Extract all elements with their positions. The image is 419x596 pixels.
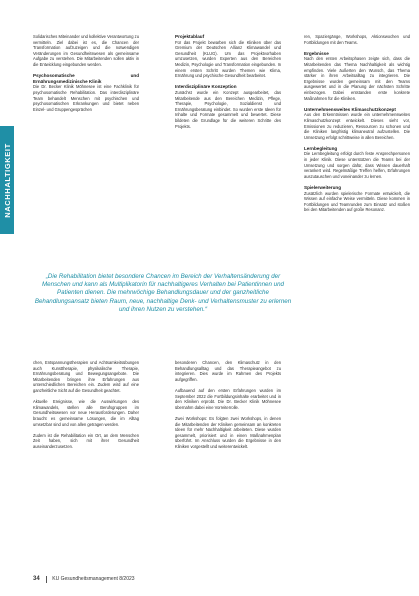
subheading: Ergebnisse xyxy=(304,50,329,56)
section-tab xyxy=(0,126,14,234)
column-1-bottom xyxy=(33,360,139,566)
column-2-top xyxy=(175,34,281,260)
page-number: 34 xyxy=(33,576,40,582)
paragraph: Die Dr. Becker Klinik Möhnesee ist eine Fachklinik für psychosomatische Rehabilitation. Das interdisziplinäre Team behandelt Menschen mit psychischen und psychosomatischen Erkrankungen und bietet neben Einzel- und Gruppengesprächen xyxy=(33,84,139,112)
publication-name: KU Gesundheitsmanagement 8/2023 xyxy=(52,576,135,582)
subheading: Unternehmensweites Klimaschutzkonzept xyxy=(304,106,396,112)
column-1-top xyxy=(33,34,139,260)
paragraph: Zudem ist die Rehabilitation ein Ort, an dem Menschen Zeit haben, sich mit ihrer Gesundheit auseinanderzusetzen. xyxy=(33,432,139,449)
paragraph: Aktuelle Ereignisse, wie die Auswirkungen des Klimawandels, stellen alle Berufsgruppen im Gesundheitswesen vor neue Herausforderungen. Daher braucht es gemeinsame Lösungen, die im Alltag umsetzbar sind und von allen getragen werden. xyxy=(33,399,139,427)
subheading: Psychosomatische und Ernährungsmedizinische Klinik xyxy=(33,73,139,84)
paragraph: Für das Projekt bewarben sich die Kliniken über das Gremium der Deutschen Allianz Klimawandel und Gesundheit (KLUG). Um das Projektvorhaben umzusetzen, wurden Experten aus den Bereichen Medizin, Psychologie und Transformation eingebunden. In einem ersten Schritt wurden Themen wie Klima, Ernährung und psychische Gesundheit bearbeitet. xyxy=(175,39,281,79)
column-3 xyxy=(304,34,410,564)
subheading: Interdisziplinäre Konzeption xyxy=(175,84,237,90)
paragraph: Zunächst wurde ein Konzept ausgearbeitet, das Mitarbeitende aus den Bereichen Medizin, Pflege, Therapie, Psychologie, Sozialdienst und Ernährungsberatung einbindet. So wurden erste Ideen für Inhalte und Formate gesammelt und bewertet. Diese bildeten die Grundlage für die weiteren Schritte des Projekts. xyxy=(175,89,281,129)
subheading: Spielerweiterung xyxy=(304,185,342,191)
page-footer xyxy=(33,574,303,584)
paragraph: chen, Entspannungstherapien und Achtsamkeitsübungen auch Kunsttherapie, physikalische Therapie, Ernährungsberatung und Bewegungsangebote. Die Mitarbeitenden bringen ihre Erfahrungen aus unterschiedlichen Bereichen ein. Zudem wird auf eine ganzheitliche Sicht auf die Gesundheit geachtet. xyxy=(33,360,139,393)
subheading: Projektablauf xyxy=(175,34,205,39)
section-tab-label: NACHHALTIGKEIT xyxy=(2,142,12,218)
paragraph: ren, Spaziergänge, Workshops, Aktionswochen und Fortbildungen mit den Teams. xyxy=(304,34,410,45)
paragraph: Aus den Erkenntnissen wurde ein unternehmensweites Klimaschutzkonzept entwickelt. Dieses sieht vor, Emissionen zu reduzieren, Ressourcen zu schonen und die Kliniken langfristig klimaneutral aufzustellen. Die Umsetzung erfolgt schrittweise in allen Bereichen. xyxy=(304,112,410,140)
pull-quote: „Die Rehabilitation bietet besondere Chancen im Bereich der Verhaltensänderung der Menschen und kann als Multiplikatorin für nachhaltigeres Verhalten bei Patientinnen und Patienten dienen. Die mehrwöchige Behandlungsdauer und der ganzheitliche Behandlungsansatz bieten Raum, neue, nachhaltige Denk- und Verhaltensmuster zu erlernen und ihren Nutzen zu verstehen.“ xyxy=(34,273,292,313)
paragraph: Die Lernbegleitung erfolgt durch feste Ansprechpersonen in jeder Klinik. Diese unterstützen die Teams bei der Umsetzung und sorgen dafür, dass Wissen dauerhaft verankert wird. Regelmäßige Treffen helfen, Erfahrungen auszutauschen und voneinander zu lernen. xyxy=(304,151,410,179)
paragraph: Zwei Workshops: Es folgten zwei Workshops, in denen die Mitarbeitenden der Kliniken gemeinsam an konkreten Ideen für mehr Nachhaltigkeit arbeiteten. Diese wurden gesammelt, priorisiert und in einen Maßnahmenplan überführt. Im Anschluss wurden die Ergebnisse in den Kliniken vorgestellt und weiterentwickelt. xyxy=(175,415,281,449)
paragraph: Nach den ersten Arbeitsphasen zeigte sich, dass die Mitarbeitenden das Thema Nachhaltigkeit als wichtig empfinden. Viele äußerten den Wunsch, das Thema stärker in ihren Arbeitsalltag zu integrieren. Die Ergebnisse wurden gemeinsam mit den Teams ausgewertet und in die Planung der nächsten Schritte einbezogen. Dabei entstanden erste konkrete Maßnahmen für die Kliniken. xyxy=(304,56,410,101)
footer-divider xyxy=(46,576,47,583)
column-2-bottom xyxy=(175,360,281,566)
paragraph: Solidarisches Miteinander und kollektive Verantwortung zu vermitteln. Ziel dabei ist es, die Chancen der Transformation aufzuzeigen und die notwendigen Veränderungen im Gesundheitswesen als gemeinsame Aufgabe zu verstehen. Die Mitarbeitenden sollen aktiv in die Entwicklung eingebunden werden. xyxy=(33,34,139,67)
subheading: Lernbegleitung xyxy=(304,145,338,151)
paragraph: besonderen Chancen, den Klimaschutz in den Behandlungsalltag und das Therapieangebot zu integrieren. Dies wurde im Rahmen des Projekts aufgegriffen. xyxy=(175,360,281,382)
paragraph: Aufbauend auf den ersten Erfahrungen wurden im September 2022 die Fortbildungsinhalte erarbeitet und in den Kliniken erprobt. Die Dr. Becker Klinik Möhnesee übernahm dabei eine Vorreiterrolle. xyxy=(175,387,281,410)
paragraph: Zusätzlich wurden spielerische Formate entwickelt, die Wissen auf einfache Weise vermitteln. Diese kommen in Fortbildungen und Teamrunden zum Einsatz und stoßen bei den Mitarbeitenden auf große Resonanz. xyxy=(304,190,410,213)
